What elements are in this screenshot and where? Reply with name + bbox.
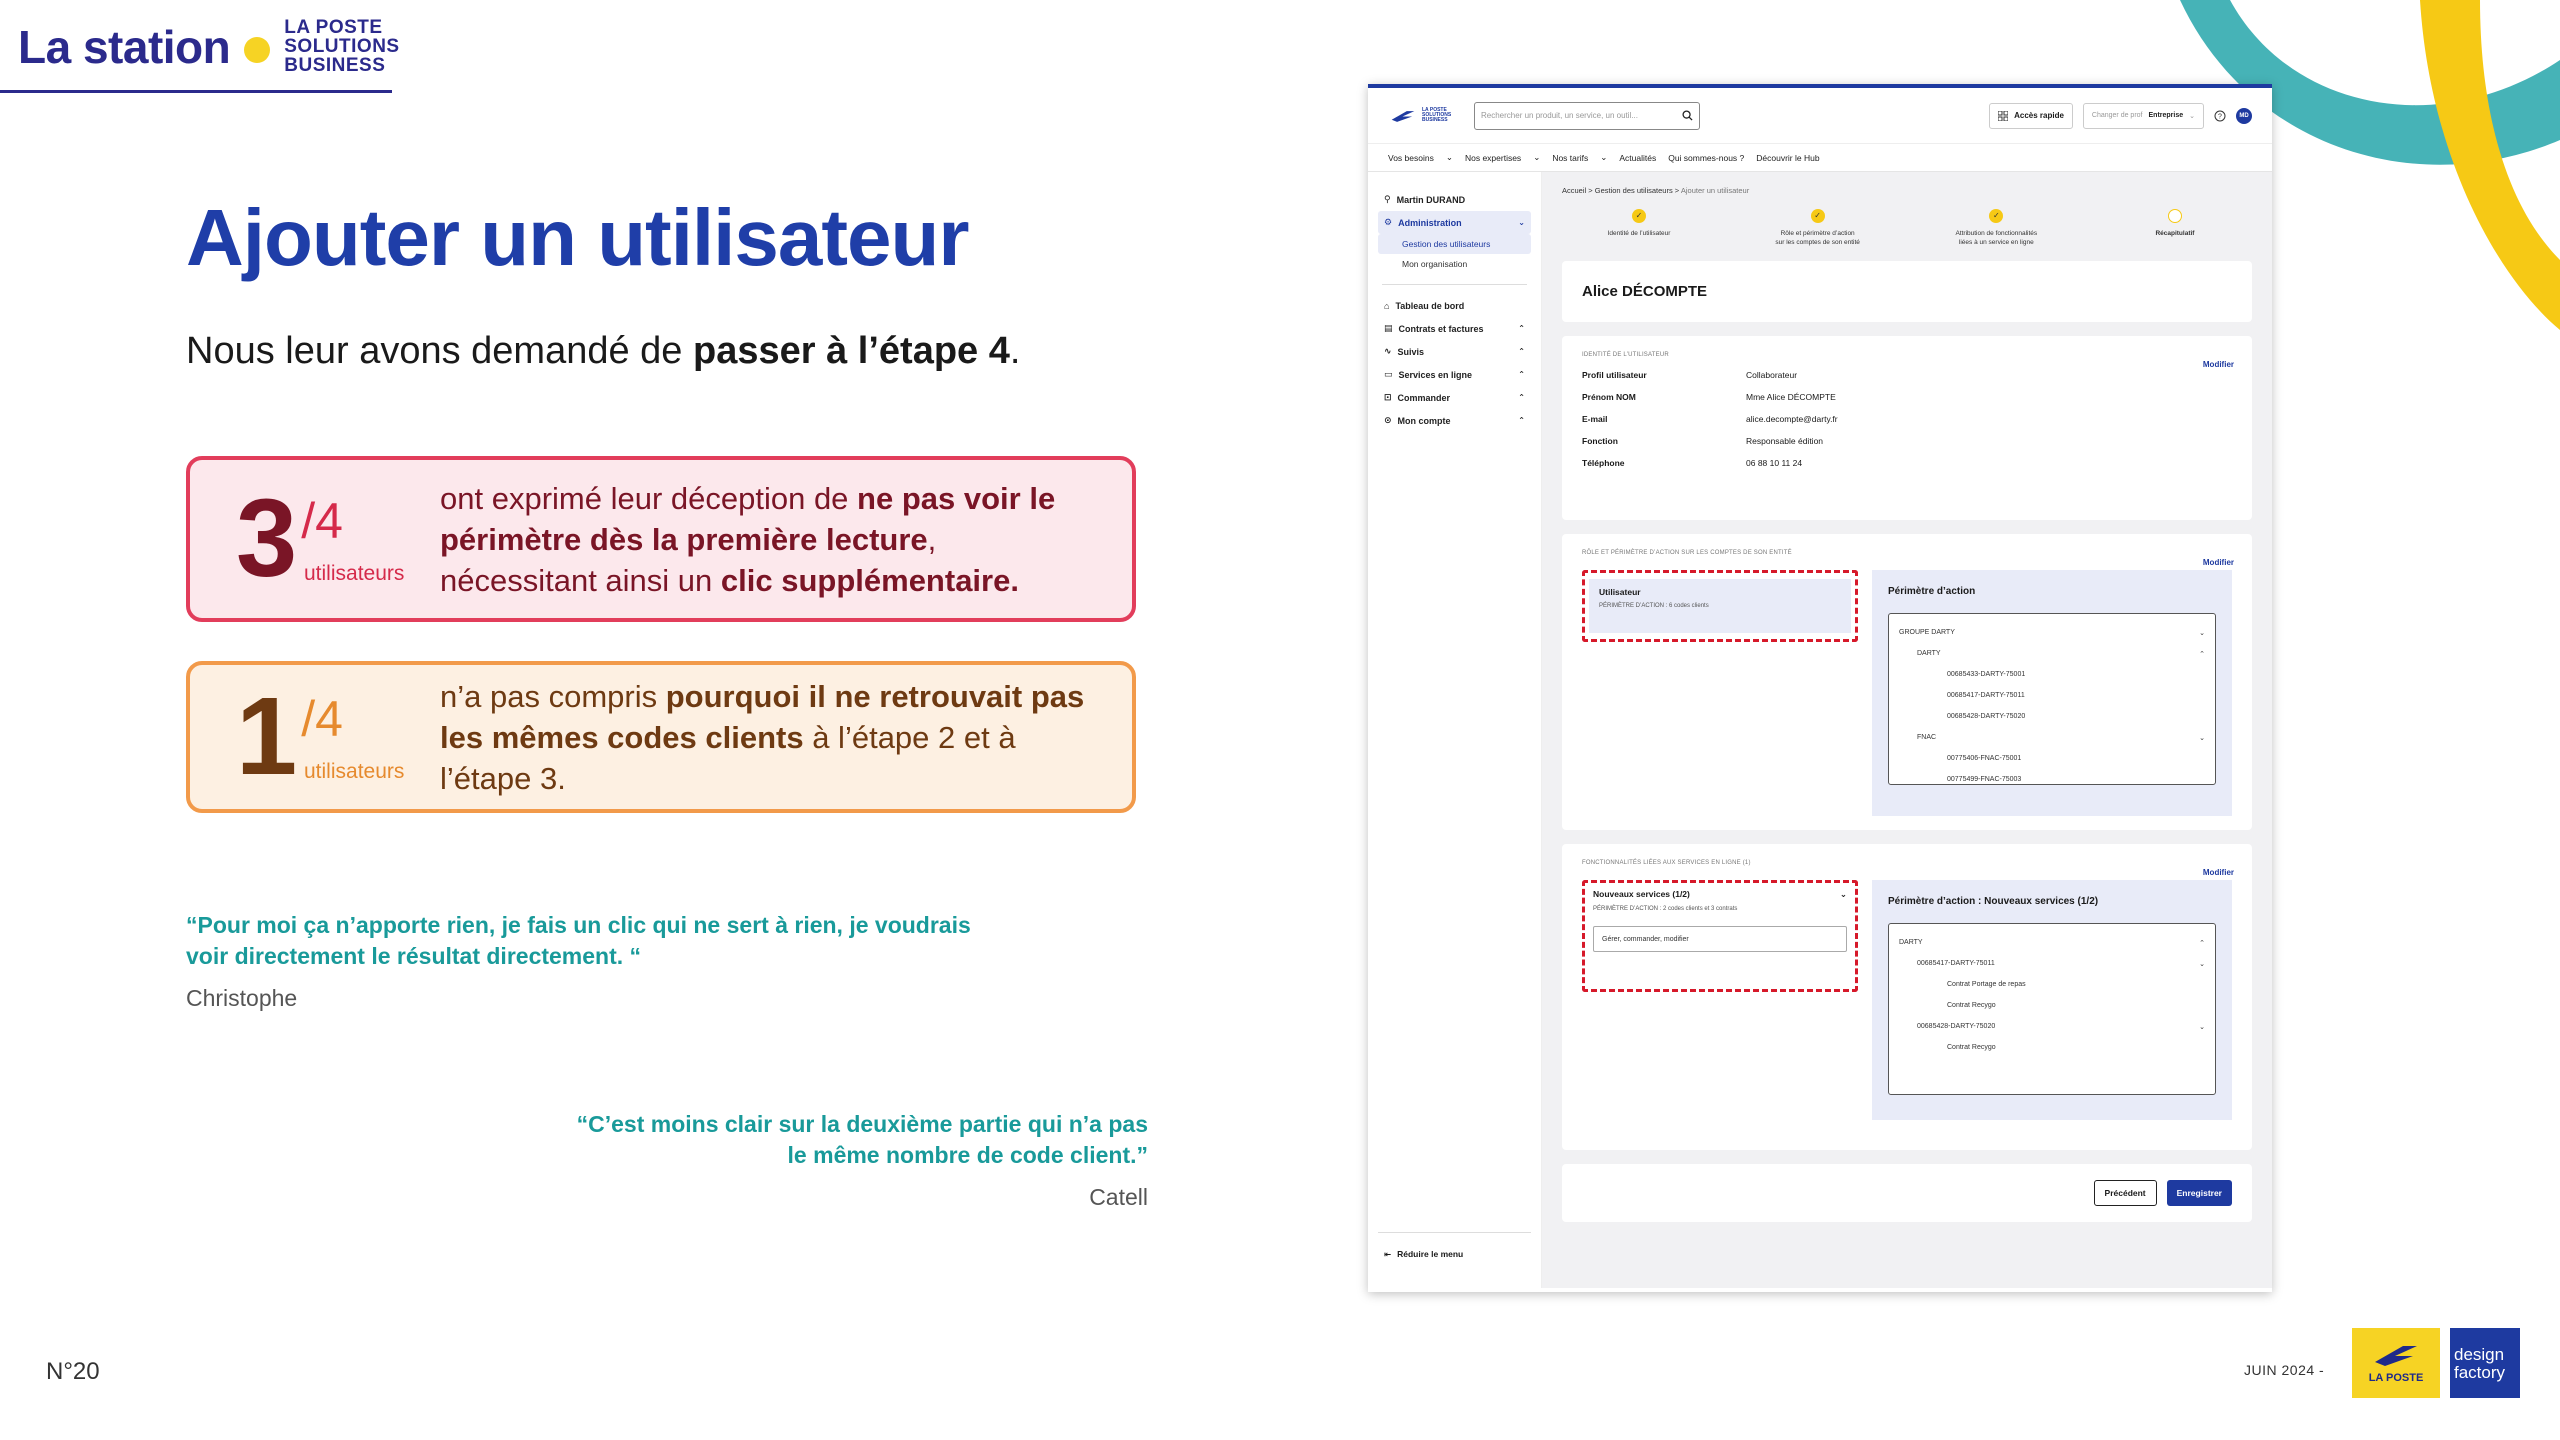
search-input[interactable]: Rechercher un produit, un service, un outil... — [1474, 102, 1700, 130]
divider — [1382, 284, 1527, 285]
footer-date: JUIN 2024 - — [2244, 1362, 2325, 1378]
chevron-down-icon: ⌄ — [1445, 152, 1453, 162]
role-panel — [1562, 534, 2252, 830]
nav-item-qui-sommes-nous[interactable]: Qui sommes-nous ? — [1668, 152, 1745, 163]
monitor-icon: ▭ — [1384, 369, 1393, 379]
service-dropdown[interactable]: Nouveaux services (1/2) ⌄ — [1593, 889, 1847, 899]
chevron-up-icon: ⌃ — [1518, 347, 1525, 356]
step-summary[interactable]: Récapitulatif — [2120, 209, 2230, 247]
sidebar-item-organisation[interactable]: Mon organisation — [1402, 259, 1468, 269]
user-icon: ⚲ — [1384, 194, 1391, 204]
stat-text: n’a pas compris pourquoi il ne retrouvait pas les mêmes codes clients à l’étape 2 et à l’étape 3. — [440, 678, 1085, 796]
service-scope-tree[interactable] — [1888, 923, 2216, 1095]
tree-client-code[interactable]: 00685428-DARTY-75020 ⌄ — [1917, 1023, 2205, 1031]
quote-catell: “C’est moins clair sur la deuxième partie qui n’a pas le même nombre de code client.” — [576, 1111, 1148, 1168]
tree-entity[interactable]: DARTY ⌃ — [1899, 939, 2205, 947]
tree-client-code: 00685428-DARTY-75020 — [1947, 713, 2026, 720]
previous-button[interactable]: Précédent — [2094, 1180, 2157, 1206]
nav-item-besoins[interactable]: Vos besoins — [1388, 152, 1434, 163]
laposte-bird-icon — [2373, 1342, 2419, 1368]
chevron-down-icon: ⌄ — [2199, 734, 2205, 742]
quote-christophe: “Pour moi ça n’apporte rien, je fais un clic qui ne sert à rien, je voudrais voir directement le résultat directement. “ — [186, 912, 971, 969]
page-subtitle: Nous leur avons demandé de passer à l’étape 4. — [186, 330, 1021, 372]
chevron-down-icon: ⌄ — [2199, 960, 2205, 968]
sidebar-item-administration[interactable]: ⚙ Administration ⌄ — [1378, 211, 1531, 234]
breadcrumb-current: Ajouter un utilisateur — [1680, 186, 1750, 195]
section-caption: FONCTIONNALITÉS LIÉES AUX SERVICES EN LIGNE (1) — [1582, 860, 1751, 866]
identity-row: Téléphone 06 88 10 11 24 — [1582, 458, 1803, 468]
tree-client-code: 00775406-FNAC-75001 — [1947, 755, 2022, 762]
chart-icon: ∿ — [1384, 346, 1392, 356]
stat-number: 3 — [236, 477, 298, 600]
chevron-up-icon: ⌃ — [1518, 416, 1525, 425]
stat-fraction: /4 — [301, 691, 343, 747]
step-role[interactable]: ✓ Rôle et périmètre d’action sur les comptes de son entité — [1775, 211, 1860, 246]
stat-fraction: /4 — [301, 493, 343, 549]
modify-identity-link[interactable]: Modifier — [2202, 360, 2234, 369]
service-rights-field[interactable]: Gérer, commander, modifier — [1593, 926, 1847, 952]
chevron-down-icon: ⌄ — [2199, 629, 2205, 637]
role-card[interactable] — [1589, 579, 1851, 633]
app-logo[interactable]: LA POSTE SOLUTIONS BUSINESS — [1388, 105, 1460, 127]
chevron-up-icon: ⌃ — [2199, 939, 2205, 947]
scope-title: Périmètre d’action — [1888, 586, 1976, 597]
laposte-logo: LA POSTE — [2352, 1328, 2440, 1398]
step-current-icon — [2168, 209, 2182, 223]
breadcrumb-section[interactable]: Gestion des utilisateurs — [1594, 186, 1673, 195]
stat-unit: utilisateurs — [304, 562, 405, 585]
role-title: Utilisateur — [1599, 587, 1641, 597]
service-highlight — [1582, 880, 1858, 992]
section-caption: IDENTITÉ DE L’UTILISATEUR — [1582, 352, 1669, 358]
quote-author: Christophe — [186, 985, 298, 1011]
brand-subtitle: LA POSTE SOLUTIONS BUSINESS — [284, 17, 400, 76]
step-identity[interactable]: ✓ Identité de l’utilisateur — [1607, 211, 1671, 237]
sidebar-item-users[interactable]: Gestion des utilisateurs — [1378, 234, 1531, 254]
modify-role-link[interactable]: Modifier — [2202, 558, 2234, 567]
nav-item-expertises[interactable]: Nos expertises — [1464, 152, 1522, 163]
modify-services-link[interactable]: Modifier — [2202, 868, 2234, 877]
document-icon: ▤ — [1384, 323, 1393, 333]
role-highlight — [1582, 570, 1858, 642]
chevron-up-icon: ⌃ — [1518, 324, 1525, 333]
chevron-down-icon: ⌄ — [2199, 1023, 2205, 1031]
sidebar-item-dashboard[interactable]: ⌂ Tableau de bord — [1384, 301, 1465, 311]
chevron-up-icon: ⌃ — [2199, 650, 2205, 658]
quick-access-button[interactable]: Accès rapide — [1989, 103, 2073, 129]
check-icon: ✓ — [1632, 209, 1646, 223]
chevron-up-icon: ⌃ — [1518, 370, 1525, 379]
chevron-down-icon: ⌄ — [1600, 152, 1608, 162]
identity-row: Fonction Responsable édition — [1582, 436, 1824, 446]
account-icon: ⊙ — [1384, 415, 1392, 425]
check-icon: ✓ — [1811, 209, 1825, 223]
brand-name: La station — [18, 20, 231, 73]
breadcrumb-home[interactable]: Accueil — [1562, 186, 1587, 195]
service-scope-summary: PÉRIMÈTRE D’ACTION : 2 codes clients et 3 contrats — [1593, 906, 1738, 912]
sidebar — [1368, 172, 1542, 1288]
svg-text:?: ? — [2218, 113, 2222, 120]
service-scope-panel — [1872, 880, 2232, 1120]
brand-dot-icon — [244, 37, 270, 63]
chevron-down-icon: ⌄ — [1839, 889, 1847, 899]
sidebar-item-contracts[interactable]: ▤ Contrats et factures ⌃ — [1384, 323, 1525, 334]
app-screenshot — [1368, 84, 2272, 1292]
identity-row: Profil utilisateur Collaborateur — [1582, 370, 1798, 380]
scope-title: Périmètre d’action : Nouveaux services (1/2) — [1888, 896, 2099, 907]
identity-row: E-mail alice.decompte@darty.fr — [1582, 414, 1838, 424]
tree-contract: Contrat Portage de repas — [1947, 981, 2026, 988]
page-title: Ajouter un utilisateur — [186, 193, 969, 282]
actions-bar — [1562, 1164, 2252, 1222]
collapse-icon: ⇤ — [1384, 1249, 1392, 1259]
stat-unit: utilisateurs — [304, 760, 405, 783]
main-content — [1542, 172, 2272, 1288]
grid-icon — [1998, 111, 2008, 121]
services-panel — [1562, 844, 2252, 1150]
stat-figure — [236, 675, 406, 798]
stat-text: ont exprimé leur déception de ne pas voir le périmètre dès la première lecture, nécessitant ainsi un clic supplémentaire. — [440, 480, 1056, 598]
stat-figure — [236, 477, 406, 600]
search-icon — [1682, 110, 1693, 121]
stat-card-perimeter — [186, 456, 1136, 622]
brand-logo — [18, 18, 400, 75]
main-nav — [1368, 144, 2272, 172]
chevron-down-icon: ⌄ — [2189, 112, 2195, 120]
tree-entity[interactable]: DARTY ⌃ — [1917, 650, 2205, 658]
sidebar-item-user[interactable]: ⚲ Martin DURAND — [1384, 194, 1466, 205]
page-number: N°20 — [46, 1358, 100, 1385]
step-features[interactable]: ✓ Attribution de fonctionnalités liées à un service en ligne — [1955, 211, 2038, 246]
check-icon: ✓ — [1989, 209, 2003, 223]
stat-card-codes — [186, 661, 1136, 813]
app-header — [1368, 88, 2272, 144]
stat-number: 1 — [236, 675, 298, 798]
tree-contract: Contrat Recygo — [1947, 1044, 1996, 1051]
scope-panel — [1872, 570, 2232, 816]
nav-item-tarifs[interactable]: Nos tarifs — [1552, 152, 1589, 163]
sidebar-item-online-services[interactable]: ▭ Services en ligne ⌃ — [1384, 369, 1525, 380]
tree-client-code: 00685417-DARTY-75011 — [1947, 692, 2025, 699]
quote-author: Catell — [1089, 1184, 1148, 1210]
tree-group[interactable]: GROUPE DARTY ⌄ — [1899, 629, 2205, 637]
laposte-bird-icon — [1388, 109, 1418, 123]
tree-client-code: 00685433-DARTY-75001 — [1947, 671, 2026, 678]
reduce-menu-button[interactable]: ⇤ Réduire le menu — [1378, 1232, 1531, 1260]
tree-contract: Contrat Recygo — [1947, 1002, 1996, 1009]
tree-entity[interactable]: FNAC ⌄ — [1917, 734, 2205, 742]
scope-tree[interactable] — [1888, 613, 2216, 785]
sidebar-item-account[interactable]: ⊙ Mon compte ⌃ — [1384, 415, 1525, 426]
save-button[interactable]: Enregistrer — [2167, 1180, 2232, 1206]
chevron-down-icon: ⌄ — [1518, 218, 1525, 227]
nav-item-actualites[interactable]: Actualités — [1619, 152, 1657, 163]
brand-underline — [0, 90, 392, 93]
home-icon: ⌂ — [1384, 301, 1390, 311]
tree-client-code[interactable]: 00685417-DARTY-75011 ⌄ — [1917, 960, 2205, 968]
help-icon[interactable] — [2214, 110, 2226, 122]
stepper — [1562, 209, 2252, 247]
cart-icon: ⊡ — [1384, 392, 1392, 402]
breadcrumb: Accueil > Gestion des utilisateurs > Ajouter un utilisateur — [1562, 186, 1750, 195]
sidebar-item-order[interactable]: ⊡ Commander ⌃ — [1384, 392, 1525, 403]
identity-panel — [1562, 336, 2252, 520]
profile-select[interactable]: Changer de prof Entreprise ⌄ — [2083, 103, 2204, 129]
sidebar-item-tracking[interactable]: ∿ Suivis ⌃ — [1384, 346, 1525, 357]
user-name-panel — [1562, 261, 2252, 322]
tree-client-code: 00775499-FNAC-75003 — [1947, 776, 2022, 783]
chevron-down-icon: ⌄ — [1533, 152, 1541, 162]
identity-row: Prénom NOM Mme Alice DÉCOMPTE — [1582, 392, 1836, 402]
design-factory-logo: design factory — [2450, 1328, 2520, 1398]
gear-icon: ⚙ — [1384, 217, 1393, 227]
user-name: Alice DÉCOMPTE — [1582, 283, 1708, 300]
role-scope-summary: PÉRIMÈTRE D’ACTION : 6 codes clients — [1599, 603, 1709, 609]
section-caption: RÔLE ET PÉRIMÈTRE D’ACTION SUR LES COMPTES DE SON ENTITÉ — [1582, 550, 1792, 556]
chevron-up-icon: ⌃ — [1518, 393, 1525, 402]
avatar[interactable]: MD — [2236, 108, 2252, 124]
nav-item-hub[interactable]: Découvrir le Hub — [1756, 152, 1820, 163]
